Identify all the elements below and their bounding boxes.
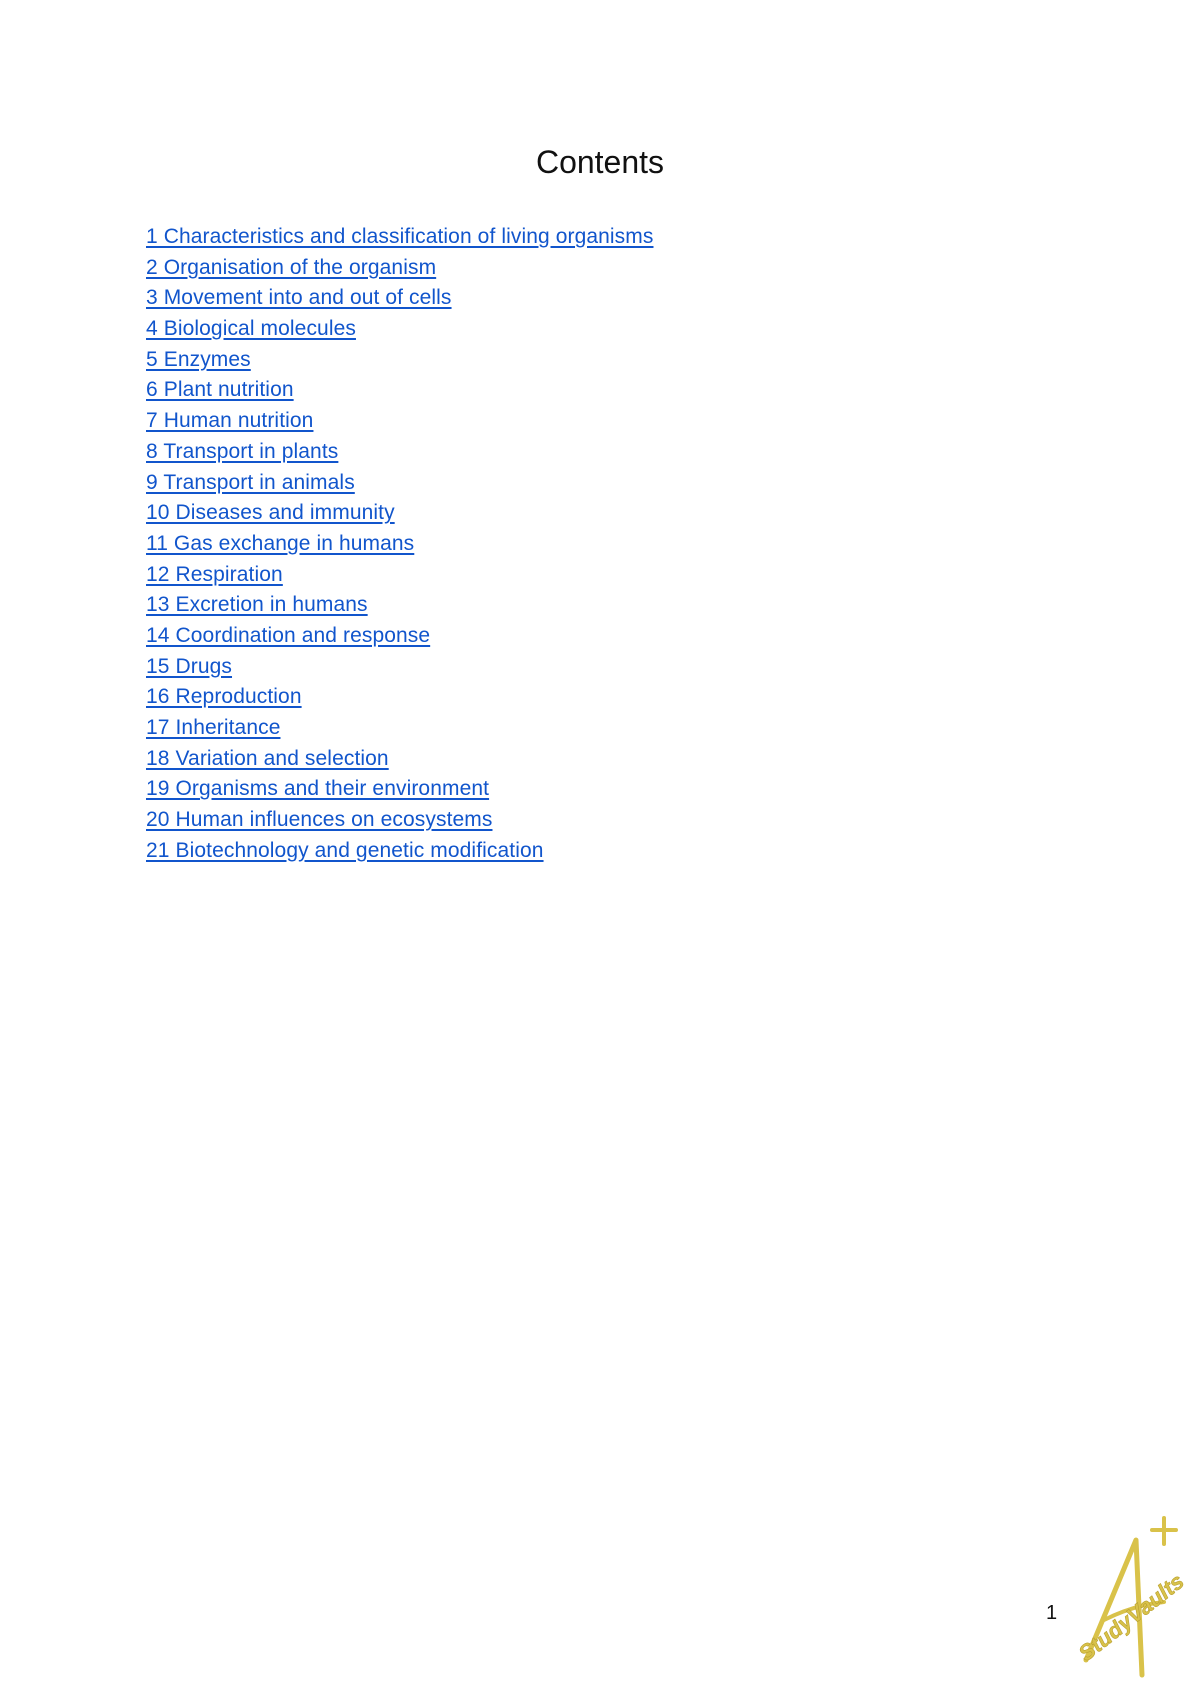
toc-item — [146, 468, 653, 499]
toc-item — [146, 560, 653, 591]
toc-link-7[interactable]: 7 Human nutrition — [146, 409, 314, 433]
toc-link-17[interactable]: 17 Inheritance — [146, 716, 281, 739]
toc-item — [146, 805, 653, 836]
toc-link-3[interactable]: 3 Movement into and out of cells — [146, 286, 452, 310]
toc-item — [146, 283, 653, 314]
toc-link-20[interactable]: 20 Human influences on ecosystems — [146, 808, 493, 832]
toc-link-9[interactable]: 9 Transport in animals — [146, 470, 355, 494]
toc-item — [146, 590, 653, 621]
toc-link-4[interactable]: 4 Biological molecules — [146, 317, 356, 341]
toc-link-13[interactable]: 13 Excretion in humans — [146, 593, 368, 617]
toc-link-10[interactable]: 10 Diseases and immunity — [146, 501, 395, 525]
table-of-contents — [146, 222, 653, 866]
toc-item — [146, 529, 653, 560]
page-title: Contents — [535, 144, 665, 180]
toc-item — [146, 437, 653, 468]
toc-link-2[interactable]: 2 Organisation of the organism — [146, 255, 437, 279]
toc-item — [146, 222, 653, 253]
toc-item — [146, 836, 653, 867]
toc-link-8[interactable]: 8 Transport in plants — [146, 439, 339, 463]
toc-item — [146, 774, 653, 805]
toc-item — [146, 498, 653, 529]
a-plus-logo-icon — [1064, 1510, 1194, 1680]
toc-item — [146, 744, 653, 775]
toc-link-19[interactable]: 19 Organisms and their environment — [146, 777, 490, 801]
toc-item — [146, 621, 653, 652]
toc-item — [146, 406, 653, 437]
logo-text: StudyVaults — [1073, 1568, 1189, 1666]
toc-link-6[interactable]: 6 Plant nutrition — [146, 378, 294, 402]
toc-link-18[interactable]: 18 Variation and selection — [146, 746, 389, 770]
toc-link-15[interactable]: 15 Drugs — [146, 654, 233, 678]
toc-item — [146, 652, 653, 683]
toc-item — [146, 682, 653, 713]
toc-link-16[interactable]: 16 Reproduction — [146, 685, 302, 709]
toc-link-1[interactable]: 1 Characteristics and classification of living organisms — [146, 225, 654, 248]
toc-link-11[interactable]: 11 Gas exchange in humans — [146, 531, 415, 555]
toc-item — [146, 314, 653, 345]
toc-link-12[interactable]: 12 Respiration — [146, 562, 283, 586]
toc-item — [146, 375, 653, 406]
page-number: 1 — [1046, 1602, 1058, 1624]
toc-link-5[interactable]: 5 Enzymes — [146, 347, 251, 371]
toc-link-21[interactable]: 21 Biotechnology and genetic modification — [146, 838, 544, 862]
toc-item — [146, 345, 653, 376]
toc-link-14[interactable]: 14 Coordination and response — [146, 623, 431, 647]
toc-item — [146, 253, 653, 284]
toc-item — [146, 713, 653, 744]
